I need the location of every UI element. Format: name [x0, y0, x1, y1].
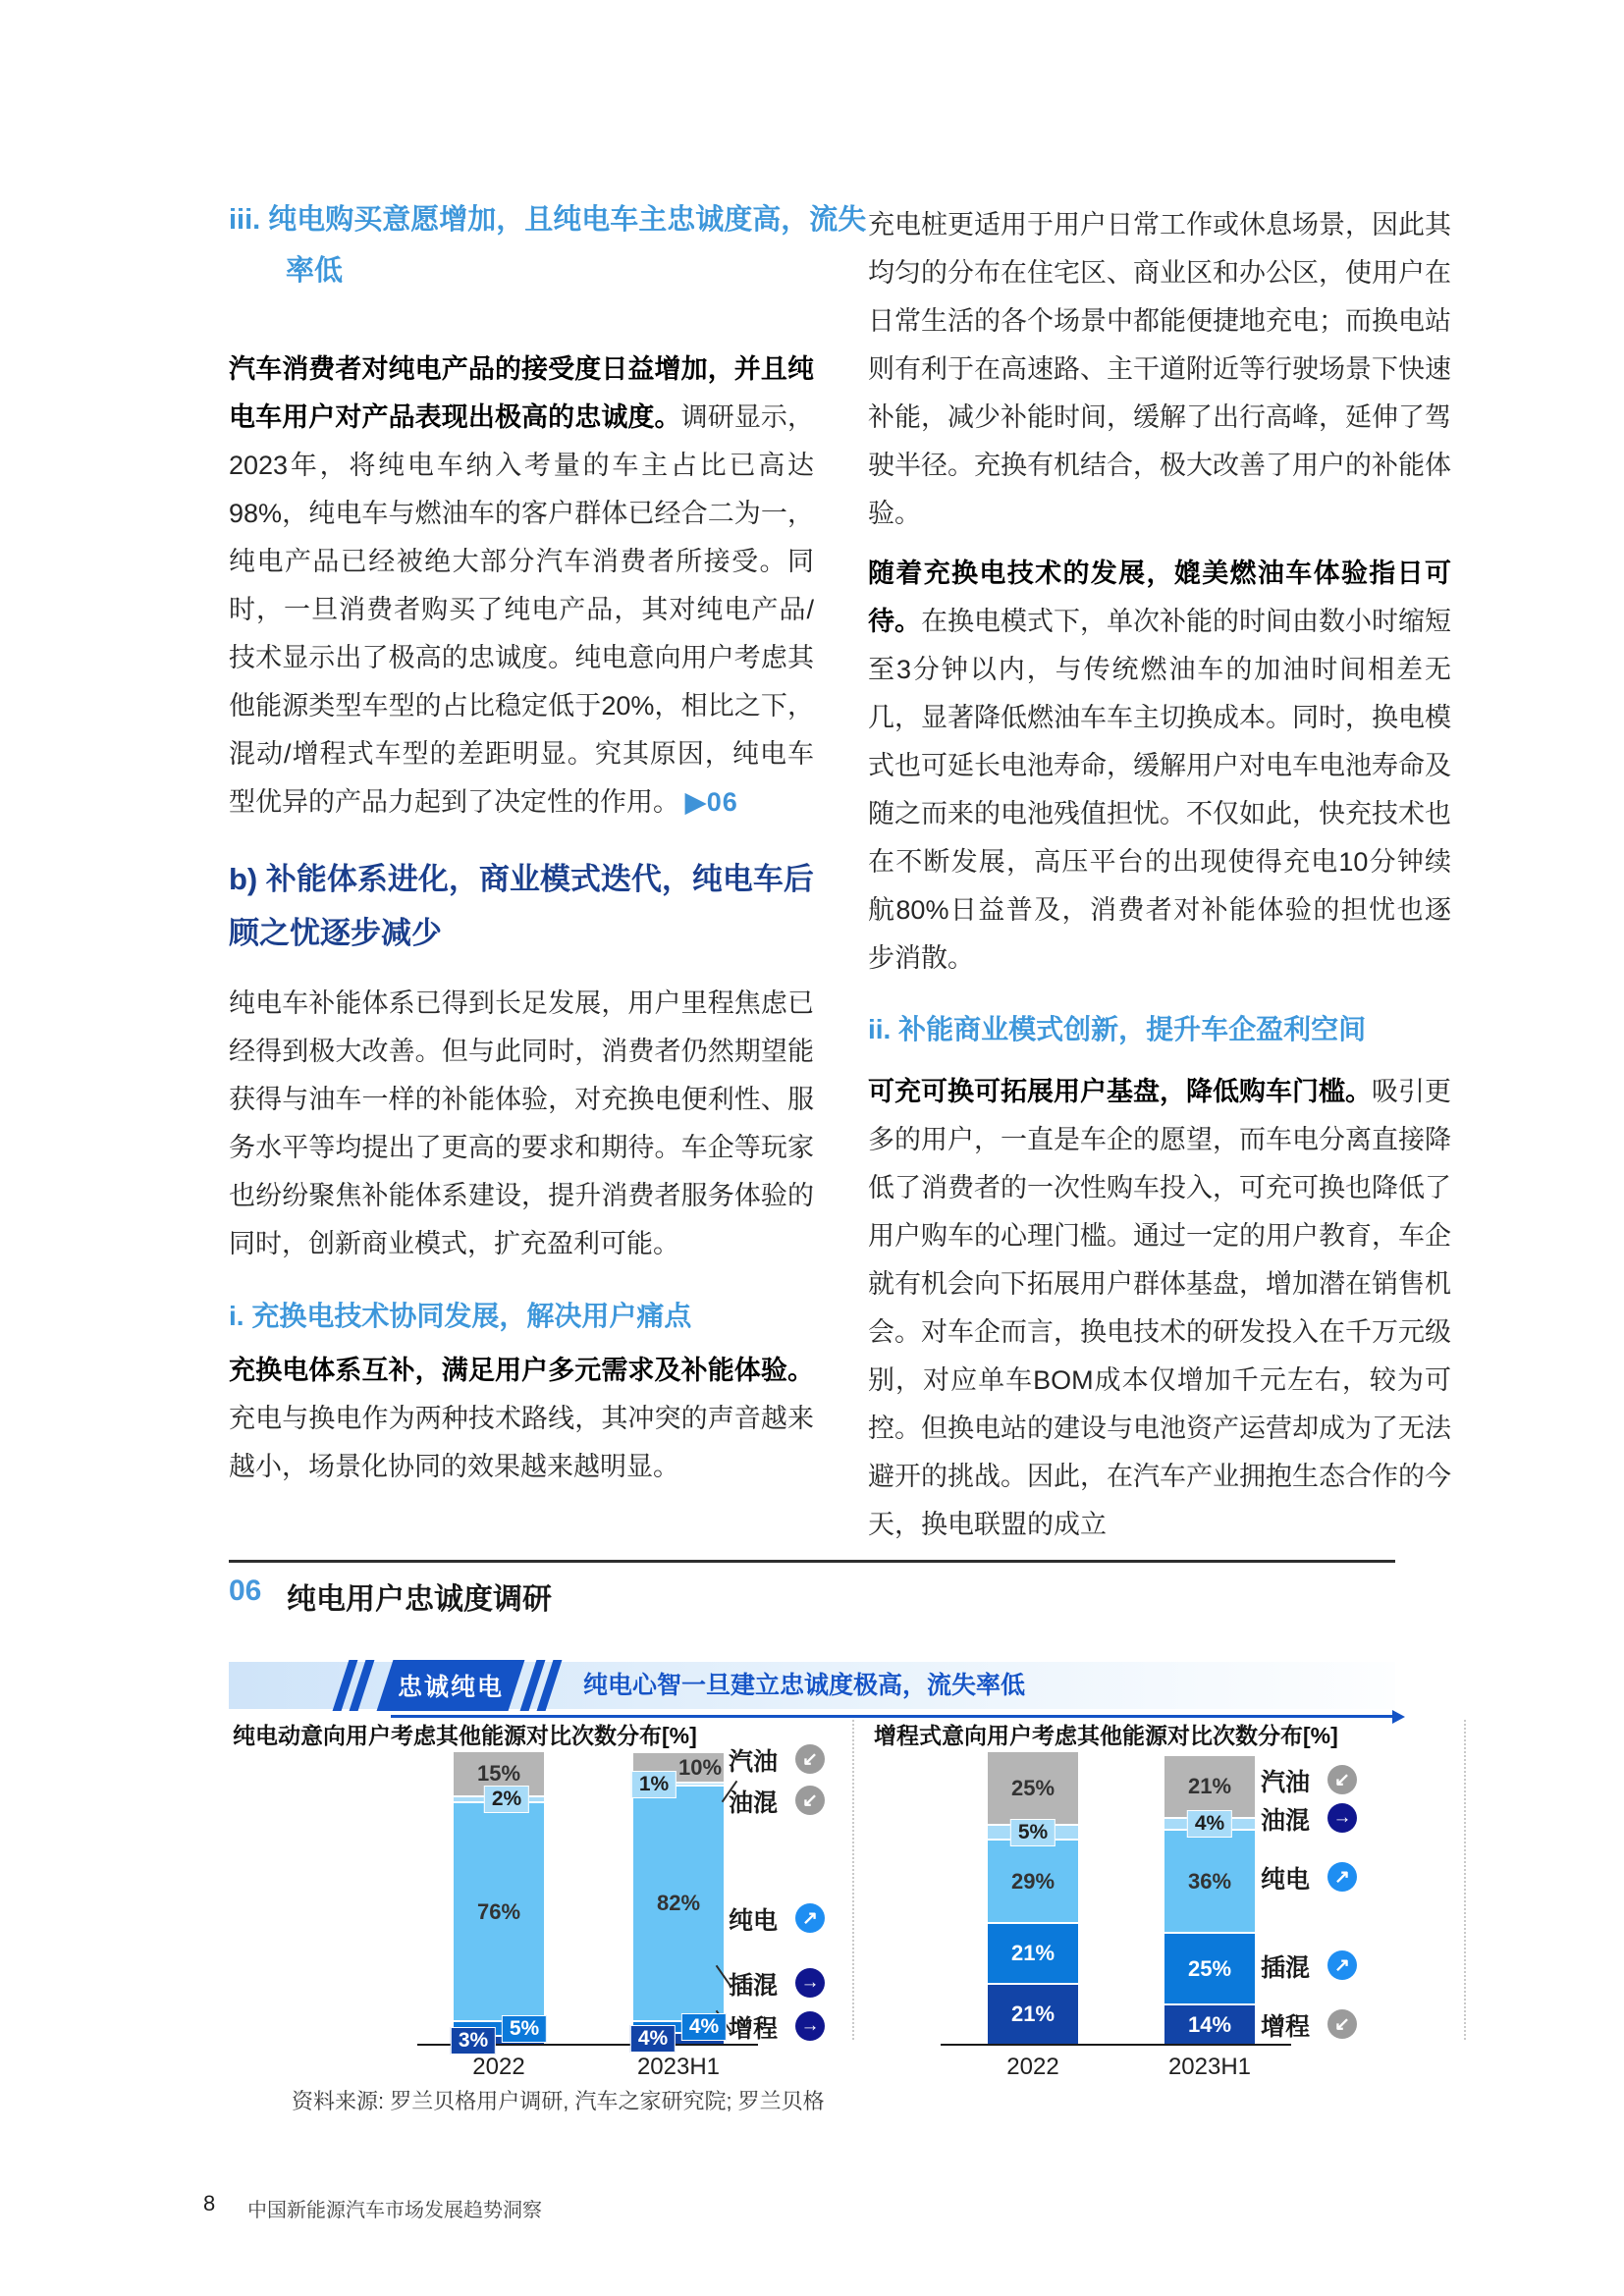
legend-label: 油混: [729, 1789, 779, 1817]
segment-label: 10%: [677, 1754, 723, 1780]
paragraph-lead: 可充可换可拓展用户基盘，降低购车门槛。: [868, 1077, 1372, 1106]
segment-label: 15%: [476, 1761, 521, 1786]
divider-dotted: [1464, 1720, 1466, 2040]
segment-label: 4%: [630, 2025, 676, 2053]
divider-dotted: [852, 1720, 854, 2040]
segment-label: 4%: [1187, 1810, 1232, 1838]
legend-label: 增程: [729, 2015, 779, 2043]
chart-title: 纯电动意向用户考虑其他能源对比次数分布[%]: [233, 1723, 697, 1748]
legend-label: 纯电: [729, 1907, 779, 1935]
segment-label: 21%: [1010, 2002, 1056, 2026]
trend-down-icon: ↙: [1327, 1765, 1357, 1794]
legend-label: 油混: [1261, 1807, 1311, 1835]
figure-source: 资料来源: 罗兰贝格用户调研, 汽车之家研究院; 罗兰贝格: [292, 2089, 825, 2113]
trend-up-icon: ↗: [795, 1903, 825, 1933]
segment-label: 82%: [656, 1891, 701, 1915]
paragraph: [868, 550, 1451, 983]
legend-label: 插混: [1261, 1954, 1311, 1982]
segment-label: 3%: [451, 2027, 496, 2055]
stacked-bar: [454, 1752, 544, 2052]
segment-label: 36%: [1187, 1868, 1232, 1894]
legend-label: 插混: [729, 1972, 779, 2000]
paragraph: [868, 1068, 1451, 1549]
trend-up-icon: ↗: [1327, 1862, 1357, 1892]
heading-i: i. 充换电技术协同发展，解决用户痛点: [229, 1301, 692, 1331]
trend-flat-icon: →: [795, 1968, 825, 1998]
chart-title: 增程式意向用户考虑其他能源对比次数分布[%]: [874, 1723, 1338, 1748]
stacked-bar: [988, 1752, 1078, 2044]
segment-label: 25%: [1187, 1955, 1232, 1981]
paragraph-body: 充电与换电作为两种技术路线，其冲突的声音越来越小，场景化协同的效果越来越明显。: [229, 1404, 814, 1481]
x-axis-label: 2022: [1006, 2054, 1059, 2080]
bar-segment: [454, 1801, 544, 2020]
bar-segment: [1164, 1756, 1255, 1817]
footer-title: 中国新能源汽车市场发展趋势洞察: [247, 2200, 542, 2221]
figure-ref-06: ▶06: [685, 787, 738, 817]
figure-number: 06: [229, 1575, 262, 1607]
legend-label: 增程: [1261, 2013, 1311, 2041]
segment-label: 4%: [681, 2013, 727, 2041]
segment-label: 21%: [1010, 1941, 1056, 1965]
figure-top-rule: [229, 1560, 1395, 1563]
paragraph: [229, 346, 814, 827]
segment-label: 5%: [1010, 1819, 1056, 1846]
banner-arrow-icon: [1392, 1710, 1405, 1724]
x-axis-label: 2023H1: [636, 2054, 721, 2080]
paragraph: [868, 201, 1451, 538]
x-axis-label: 2022: [472, 2054, 525, 2080]
figure-title: 纯电用户忠诚度调研: [287, 1583, 552, 1616]
heading-iii: iii. 纯电购买意愿增加，且纯电车主忠诚度高，流失率低: [229, 204, 867, 287]
paragraph-lead: 充换电体系互补，满足用户多元需求及补能体验。: [229, 1356, 814, 1385]
trend-flat-icon: →: [795, 2011, 825, 2041]
banner-badge: [377, 1660, 525, 1711]
trend-down-icon: ↙: [795, 1744, 825, 1774]
heading-ii: ii. 补能商业模式创新，提升车企盈利空间: [868, 1014, 1367, 1044]
bar-segment: [1164, 1932, 1255, 2003]
segment-label: 76%: [476, 1898, 521, 1924]
bar-segment: [988, 1752, 1078, 1824]
paragraph-lead: 汽车消费者对纯电产品的接受度日益增加，并且纯电车用户对产品表现出极高的忠诚度。: [229, 354, 814, 432]
paragraph-body: 调研显示，2023年，将纯电车纳入考量的车主占比已高达98%，纯电车与燃油车的客户群体已经合二为一，纯电产品已经被绝大部分汽车消费者所接受。同时，一旦消费者购买了纯电产品，其对纯电产品/技术显示出了极高的忠诚度。纯电意向用户考虑其他能源类型车型的占比稳定低于20%，相比之下，混动/增程式车型的差距明显。究其原因，纯电车型优异的产品力起到了决定性的作用。: [229, 402, 815, 817]
banner-headline: 纯电心智一旦建立忠诚度极高，流失率低: [583, 1672, 1026, 1699]
paragraph-lead: 随着充换电技术的发展，媲美燃油车体验指日可待。: [868, 559, 1451, 636]
paragraph-body: 在换电模式下，单次补能的时间由数小时缩短至3分钟以内，与传统燃油车的加油时间相差无几，显著降低燃油车车主切换成本。同时，换电模式也可延长电池寿命，缓解用户对电车电池寿命及随之而来的电池残值担忧。不仅如此，快充技术也在不断发展，高压平台的出现使得充电10分钟续航80%日益普及，消费者对补能体验的担忧也逐步消散。: [868, 607, 1451, 973]
bar-segment: [1164, 1829, 1255, 1932]
segment-label: 14%: [1187, 2011, 1232, 2037]
bar-segment: [633, 1785, 724, 2020]
legend-label: 纯电: [1261, 1866, 1311, 1894]
paragraph-body: 吸引更多的用户，一直是车企的愿望，而车电分离直接降低了消费者的一次性购车投入，可充可换也降低了用户购车的心理门槛。通过一定的用户教育，车企就有机会向下拓展用户群体基盘，增加潜在销售机会。对车企而言，换电技术的研发投入在千万元级别，对应单车BOM成本仅增加千元左右，较为可控。但换电站的建设与电池资产运营却成为了无法避开的挑战。因此，在汽车产业拥抱生态合作的今天，换电联盟的成立: [868, 1077, 1451, 1539]
segment-label: 5%: [502, 2015, 547, 2043]
trend-down-icon: ↙: [795, 1786, 825, 1815]
heading-b: b) 补能体系进化，商业模式迭代，纯电车后顾之忧逐步减少: [229, 862, 814, 950]
paragraph: [229, 1347, 814, 1491]
segment-label: 1%: [631, 1771, 677, 1798]
paragraph: [229, 980, 814, 1268]
paragraph-body: 纯电车补能体系已得到长足发展，用户里程焦虑已经得到极大改善。但与此同时，消费者仍然期望能获得与油车一样的补能体验，对充换电便利性、服务水平等均提出了更高的要求和期待。车企等玩家也纷纷聚焦补能体系建设，提升消费者服务体验的同时，创新商业模式，扩充盈利可能。: [229, 988, 814, 1258]
legend-label: 汽油: [729, 1748, 779, 1776]
bar-segment: [988, 1922, 1078, 1983]
bar-segment: [1164, 1812, 1255, 1835]
segment-label: 2%: [484, 1786, 529, 1813]
stacked-bar: [1164, 1756, 1255, 2044]
page-number: 8: [203, 2191, 216, 2216]
paragraph-body: 充电桩更适用于用户日常工作或休息场景，因此其均匀的分布在住宅区、商业区和办公区，使用户在日常生活的各个场景中都能便捷地充电；而换电站则有利于在高速路、主干道附近等行驶场景下快速补能，减少补能时间，缓解了出行高峰，延伸了驾驶半径。充换有机结合，极大改善了用户的补能体验。: [868, 210, 1451, 528]
trend-flat-icon: →: [1327, 1803, 1357, 1833]
trend-down-icon: ↙: [1327, 2009, 1357, 2039]
legend-label: 汽油: [1261, 1769, 1311, 1796]
segment-label: 29%: [1010, 1868, 1056, 1894]
trend-up-icon: ↗: [1327, 1950, 1357, 1980]
bar-segment: [1164, 2003, 1255, 2044]
bar-segment: [988, 1839, 1078, 1922]
x-axis-label: 2023H1: [1167, 2054, 1252, 2080]
banner-badge-label: 忠诚纯电: [397, 1674, 504, 1701]
bar-segment: [988, 1820, 1078, 1843]
segment-label: 25%: [1010, 1775, 1056, 1800]
bar-segment: [988, 1983, 1078, 2044]
stacked-bar: [633, 1753, 724, 2050]
axis-line: [941, 2044, 1291, 2046]
segment-label: 21%: [1187, 1774, 1232, 1798]
